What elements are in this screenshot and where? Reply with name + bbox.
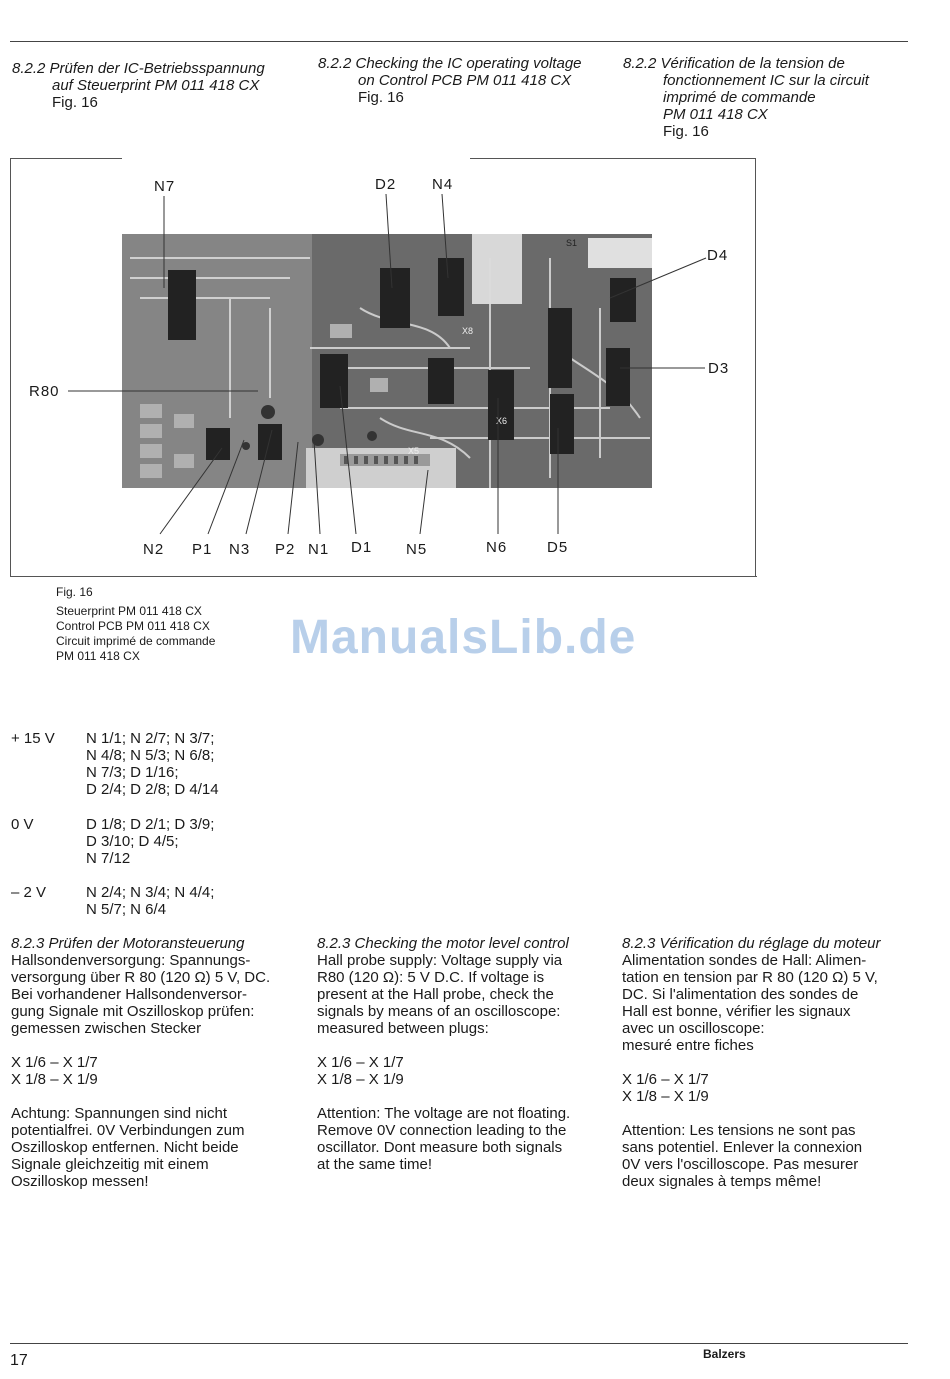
voltage-list-15v xyxy=(86,730,219,798)
section-823-fr-title: 8.2.3 Vérification du réglage du moteur xyxy=(622,935,881,952)
header-de xyxy=(12,60,302,111)
header-fr-fig: Fig. 16 xyxy=(663,123,709,140)
section-823-fr-note-3: 0V vers l'oscilloscope. Pas mesurer xyxy=(622,1156,859,1173)
voltage-list-0v xyxy=(86,816,214,867)
voltage-15v-line-2: N 4/8; N 5/3; N 6/8; xyxy=(86,747,215,764)
section-823-en-body-5: measured between plugs: xyxy=(317,1020,489,1037)
pcb-mark-x6: X6 xyxy=(496,416,508,426)
voltage-label-0v: 0 V xyxy=(11,816,34,833)
label-n2: N2 xyxy=(143,541,165,558)
pcb-photo xyxy=(10,158,756,576)
section-823-en-note-1: Attention: The voltage are not floating. xyxy=(317,1105,571,1122)
section-823-de-plug-2: X 1/8 – X 1/9 xyxy=(11,1071,98,1088)
section-823-de-note-1: Achtung: Spannungen sind nicht xyxy=(11,1105,227,1122)
label-n1: N1 xyxy=(308,541,330,558)
header-fr xyxy=(623,55,923,140)
section-823-en-body-2: R80 (120 Ω): 5 V D.C. If voltage is xyxy=(317,969,545,986)
section-823-de-body-2: versorgung über R 80 (120 Ω) 5 V, DC. xyxy=(11,969,271,986)
section-823-en-body-1: Hall probe supply: Voltage supply via xyxy=(317,952,563,969)
pcb-mark-x5: X5 xyxy=(408,446,420,456)
section-823-de-note-2: potentialfrei. 0V Verbindungen zum xyxy=(11,1122,245,1139)
voltage-0v-line-2: D 3/10; D 4/5; xyxy=(86,833,179,850)
section-823-de-body-5: gemessen zwischen Stecker xyxy=(11,1020,202,1037)
label-d1: D1 xyxy=(351,539,373,556)
caption-fig: Fig. 16 xyxy=(56,585,93,599)
label-d5: D5 xyxy=(547,539,569,556)
pcb-mark-x8: X8 xyxy=(462,326,474,336)
section-823-en-plug-2: X 1/8 – X 1/9 xyxy=(317,1071,404,1088)
section-823-en-note-4: at the same time! xyxy=(317,1156,433,1173)
voltage-list-minus2v xyxy=(86,884,214,918)
figure-caption xyxy=(56,585,215,664)
section-823-fr-body-6: mesuré entre fiches xyxy=(622,1037,754,1054)
section-823-en xyxy=(317,935,617,1173)
ic-n7 xyxy=(168,270,196,340)
footer-brand: Balzers xyxy=(703,1347,746,1361)
section-823-en-plug-1: X 1/6 – X 1/7 xyxy=(317,1054,404,1071)
section-823-de xyxy=(11,935,311,1190)
section-823-fr-body-5: avec un oscilloscope: xyxy=(622,1020,765,1037)
voltage-label-minus2v: – 2 V xyxy=(11,884,47,901)
label-r80: R80 xyxy=(29,383,60,400)
voltage-minus2v-line-2: N 5/7; N 6/4 xyxy=(86,901,167,918)
header-fr-line-4: PM 011 418 CX xyxy=(663,106,768,123)
header-en-line-2: on Control PCB PM 011 418 CX xyxy=(358,72,572,89)
caption-line-4: PM 011 418 CX xyxy=(56,649,140,663)
section-823-fr-plug-2: X 1/8 – X 1/9 xyxy=(622,1088,709,1105)
voltage-15v-line-3: N 7/3; D 1/16; xyxy=(86,764,179,781)
caption-line-3: Circuit imprimé de commande xyxy=(56,634,216,648)
label-p1: P1 xyxy=(192,541,213,558)
voltage-15v-line-4: D 2/4; D 2/8; D 4/14 xyxy=(86,781,219,798)
section-823-en-body-3: present at the Hall probe, check the xyxy=(317,986,554,1003)
section-823-en-body-4: signals by means of an oscilloscope: xyxy=(317,1003,561,1020)
section-823-de-body-4: gung Signale mit Oszilloskop prüfen: xyxy=(11,1003,255,1020)
watermark: ManualsLib.de xyxy=(290,611,637,664)
section-823-de-note-5: Oszilloskop messen! xyxy=(11,1173,149,1190)
section-823-de-title: 8.2.3 Prüfen der Motoransteuerung xyxy=(11,935,245,952)
label-d3: D3 xyxy=(708,360,730,377)
header-de-line-1: 8.2.2 Prüfen der IC-Betriebsspannung xyxy=(12,60,265,77)
label-n7: N7 xyxy=(154,178,176,195)
section-823-fr-note-4: deux signales à temps même! xyxy=(622,1173,822,1190)
label-n3: N3 xyxy=(229,541,251,558)
header-en-fig: Fig. 16 xyxy=(358,89,404,106)
label-d4: D4 xyxy=(707,247,729,264)
header-de-line-2: auf Steuerprint PM 011 418 CX xyxy=(52,77,260,94)
label-n5: N5 xyxy=(406,541,428,558)
footer-rule xyxy=(10,1343,908,1344)
section-823-fr xyxy=(622,935,932,1190)
voltage-0v-line-3: N 7/12 xyxy=(86,850,131,867)
section-823-fr-body-2: tation en tension par R 80 (120 Ω) 5 V, xyxy=(622,969,878,986)
header-en xyxy=(318,55,613,106)
section-823-fr-body-3: DC. Si l'alimentation des sondes de xyxy=(622,986,859,1003)
section-823-de-body-3: Bei vorhandener Hallsondenversor- xyxy=(11,986,247,1003)
section-823-en-note-2: Remove 0V connection leading to the xyxy=(317,1122,567,1139)
header-en-line-1: 8.2.2 Checking the IC operating voltage xyxy=(318,55,582,72)
page-number: 17 xyxy=(10,1352,28,1369)
voltage-minus2v-line-1: N 2/4; N 3/4; N 4/4; xyxy=(86,884,215,901)
voltage-label-15v: + 15 V xyxy=(11,730,55,747)
voltage-15v-line-1: N 1/1; N 2/7; N 3/7; xyxy=(86,730,215,747)
label-n6: N6 xyxy=(486,539,508,556)
top-rule xyxy=(10,41,908,42)
label-p2: P2 xyxy=(275,541,296,558)
section-823-fr-note-1: Attention: Les tensions ne sont pas xyxy=(622,1122,856,1139)
section-823-de-plug-1: X 1/6 – X 1/7 xyxy=(11,1054,98,1071)
label-d2: D2 xyxy=(375,176,397,193)
section-823-fr-body-1: Alimentation sondes de Hall: Alimen- xyxy=(622,952,867,969)
header-fr-line-2: fonctionnement IC sur la circuit xyxy=(663,72,869,89)
section-823-en-note-3: oscillator. Dont measure both signals xyxy=(317,1139,563,1156)
caption-line-1: Steuerprint PM 011 418 CX xyxy=(56,604,202,618)
section-823-fr-body-4: Hall est bonne, vérifier les signaux xyxy=(622,1003,851,1020)
label-n4: N4 xyxy=(432,176,454,193)
header-de-fig: Fig. 16 xyxy=(52,94,98,111)
caption-line-2: Control PCB PM 011 418 CX xyxy=(56,619,210,633)
voltage-0v-line-1: D 1/8; D 2/1; D 3/9; xyxy=(86,816,215,833)
section-823-de-note-3: Oszilloskop entfernen. Nicht beide xyxy=(11,1139,239,1156)
section-823-de-body-1: Hallsondenversorgung: Spannungs- xyxy=(11,952,251,969)
section-823-fr-plug-1: X 1/6 – X 1/7 xyxy=(622,1071,709,1088)
header-fr-line-1: 8.2.2 Vérification de la tension de xyxy=(623,55,845,72)
section-823-fr-note-2: sans potentiel. Enlever la connexion xyxy=(622,1139,863,1156)
pcb-mark-s1: S1 xyxy=(566,238,578,248)
header-fr-line-3: imprimé de commande xyxy=(663,89,816,106)
section-823-en-title: 8.2.3 Checking the motor level control xyxy=(317,935,569,952)
section-823-de-note-4: Signale gleichzeitig mit einem xyxy=(11,1156,209,1173)
